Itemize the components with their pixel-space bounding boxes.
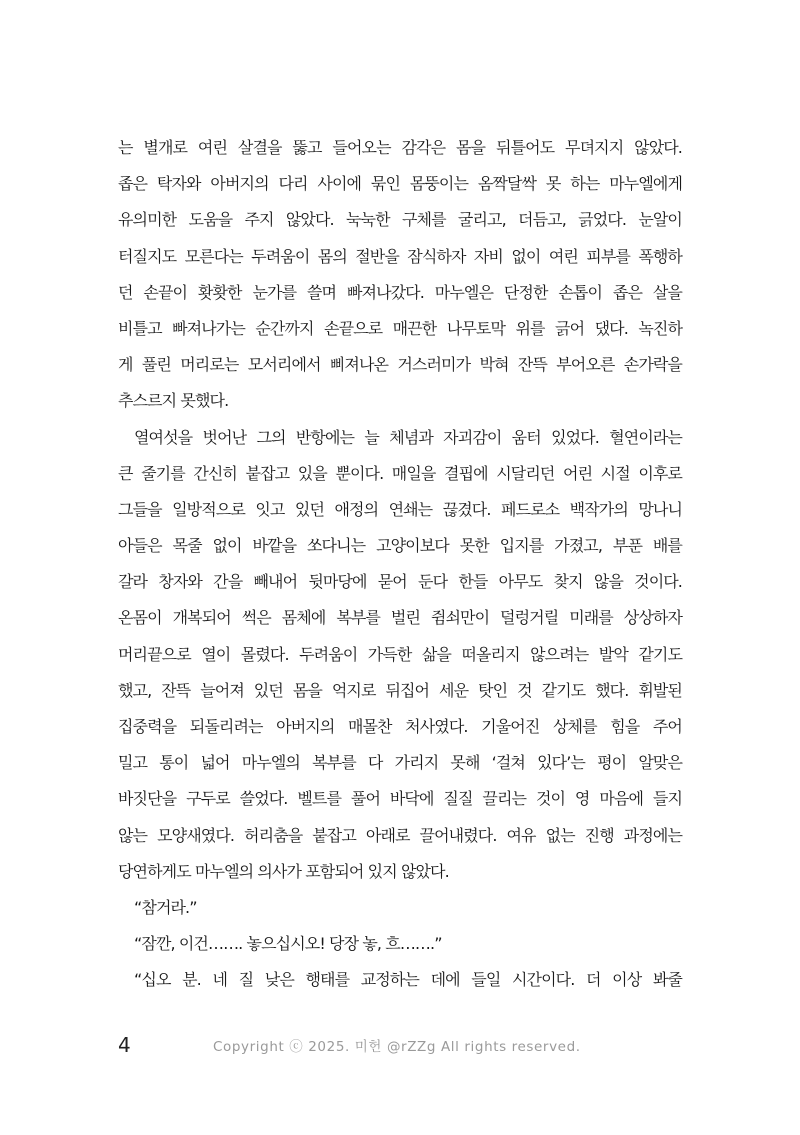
text-line: 갈라 창자와 간을 빼내어 뒷마당에 묻어 둔다 한들 아무도 찾지 않을 것이다. bbox=[118, 572, 682, 592]
text-line: 했고, 잔뜩 늘어져 있던 몸을 억지로 뒤집어 세운 탓인 것 같기도 했다. 휘발된 bbox=[118, 680, 682, 700]
body-text bbox=[118, 130, 682, 999]
text-line: 게 풀린 머리로는 모서리에서 삐져나온 거스러미가 박혀 잔뜩 부어오른 손가락을 bbox=[118, 355, 682, 375]
text-line: 집중력을 되돌리려는 아버지의 매몰찬 처사였다. 기울어진 상체를 힘을 주어 bbox=[118, 717, 682, 736]
text-line: 추스르지 못했다. bbox=[118, 391, 229, 411]
text-line: “참거라.” bbox=[134, 897, 197, 917]
text-line: 바짓단을 구두로 쓸었다. 벨트를 풀어 바닥에 질질 끌리는 것이 영 마음에 들지 bbox=[118, 789, 682, 809]
copyright-notice: Copyright ⓒ 2025. 미헌 @rZZg All rights reserved. bbox=[213, 1039, 581, 1055]
text-line: 큰 줄기를 간신히 붙잡고 있을 뿐이다. 매일을 결핍에 시달리던 어린 시절 이후로 bbox=[118, 463, 682, 483]
text-line: 아들은 목줄 없이 바깥을 쏘다니는 고양이보다 못한 입지를 가졌고, 부푼 배를 bbox=[118, 536, 682, 556]
text-line: 당연하게도 마누엘의 의사가 포함되어 있지 않았다. bbox=[118, 861, 449, 881]
text-line: 열여섯을 벗어난 그의 반항에는 늘 체념과 자괴감이 움터 있었다. 혈연이라는 bbox=[134, 427, 682, 447]
text-line: 는 별개로 여린 살결을 뚫고 들어오는 감각은 몸을 뒤틀어도 무뎌지지 않았다. bbox=[118, 138, 682, 157]
text-line: “십오 분. 네 질 낮은 행태를 교정하는 데에 들일 시간이다. 더 이상 봐줄 bbox=[134, 970, 682, 990]
text-line: 밀고 통이 넓어 마누엘의 복부를 다 가리지 못해 ‘걸쳐 있다’는 평이 알맞은 bbox=[118, 753, 682, 773]
text-line: 터질지도 모른다는 두려움이 몸의 절반을 잠식하자 자비 없이 여린 피부를 폭행하 bbox=[118, 246, 682, 266]
text-line: 않는 모양새였다. 허리춤을 붙잡고 아래로 끌어내렸다. 여유 없는 진행 과정에는 bbox=[118, 825, 682, 845]
page-footer bbox=[0, 1030, 800, 1060]
text-line: 온몸이 개복되어 썩은 몸체에 복부를 벌린 쥠쇠만이 덜렁거릴 미래를 상상하자 bbox=[118, 608, 682, 628]
page-number: 4 bbox=[118, 1033, 131, 1057]
text-line: 유의미한 도움을 주지 않았다. 눅눅한 구체를 굴리고, 더듬고, 긁었다. 눈알이 bbox=[118, 210, 682, 230]
text-line: 던 손끝이 홧홧한 눈가를 쓸며 빠져나갔다. 마누엘은 단정한 손톱이 좁은 살을 bbox=[118, 282, 682, 302]
text-line: “잠깐, 이건……. 놓으십시오! 당장 놓, 흐…….” bbox=[134, 934, 442, 954]
text-line: 그들을 일방적으로 잇고 있던 애정의 연쇄는 끊겼다. 페드로소 백작가의 망나니 bbox=[118, 499, 682, 519]
text-line: 좁은 탁자와 아버지의 다리 사이에 묶인 몸뚱이는 옴짝달싹 못 하는 마누엘에게 bbox=[118, 174, 682, 194]
text-line: 비틀고 빠져나가는 순간까지 손끝으로 매끈한 나무토막 위를 긁어 댔다. 녹진하 bbox=[118, 318, 682, 338]
text-line: 머리끝으로 열이 몰렸다. 두려움이 가득한 삶을 떠올리지 않으려는 발악 같기도 bbox=[118, 644, 682, 664]
